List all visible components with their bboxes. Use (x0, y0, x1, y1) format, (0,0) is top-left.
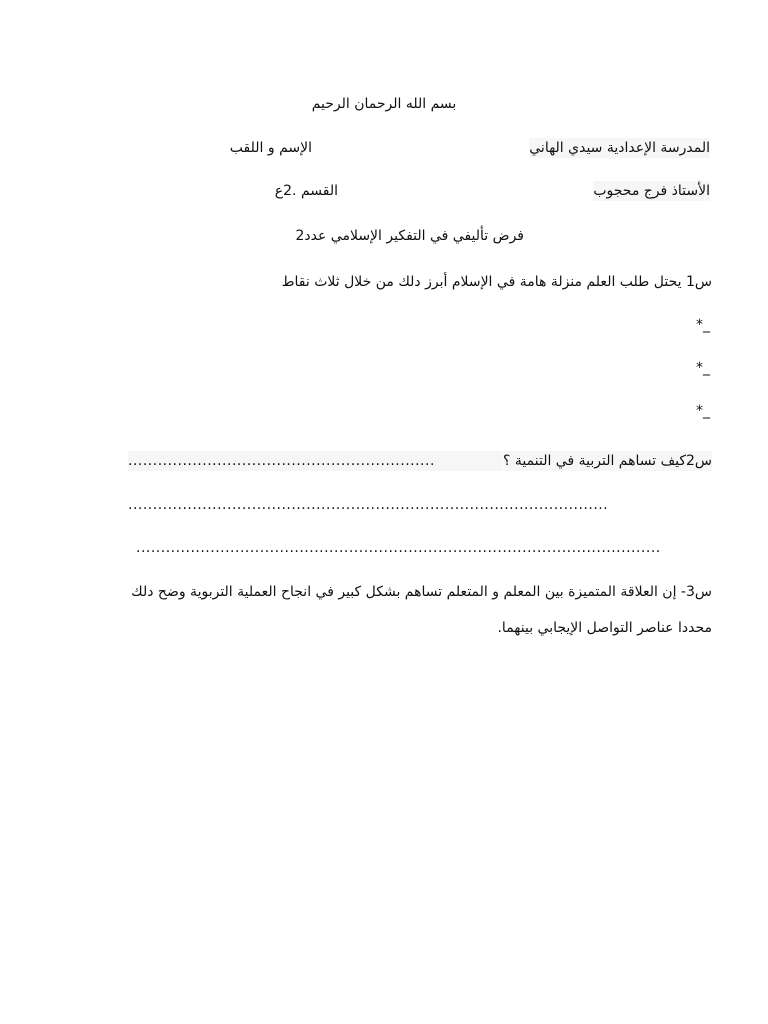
bullet-1: *_ (696, 317, 710, 333)
bullet-3: *_ (696, 403, 710, 419)
answer-line-1: ................................................................................................. (128, 497, 609, 513)
question-2: س2كيف تساهم التربية في التنمية ؟ (503, 453, 712, 469)
basmala: بسم الله الرحمان الرحيم (311, 96, 457, 112)
test-title: فرض تأليفي في التفكير الإسلامي عدد2 (295, 228, 524, 244)
question-3-line-1: س3- إن العلاقة المتميزة بين المعلم و المتعلم تساهم بشكل كبير في انجاح العملية التربوية وضح دلك (131, 584, 712, 600)
school-name: المدرسة الإعدادية سيدي الهاني (529, 140, 710, 156)
teacher-name: الأستاذ فرج محجوب (593, 183, 710, 199)
answer-line-2: .......................................................................................................... (136, 540, 661, 556)
question-1: س1 يحتل طلب العلم منزلة هامة في الإسلام أبرز دلك من خلال ثلاث نقاط (281, 274, 712, 290)
question-3-line-2: محددا عناصر التواصل الإيجابي بينهما. (497, 620, 712, 636)
class-label: القسم .2ع (274, 183, 338, 199)
bullet-2: *_ (696, 360, 710, 376)
name-label: الإسم و اللقب (229, 140, 312, 156)
question-2-answer-dots: .............................................................. (128, 451, 502, 471)
